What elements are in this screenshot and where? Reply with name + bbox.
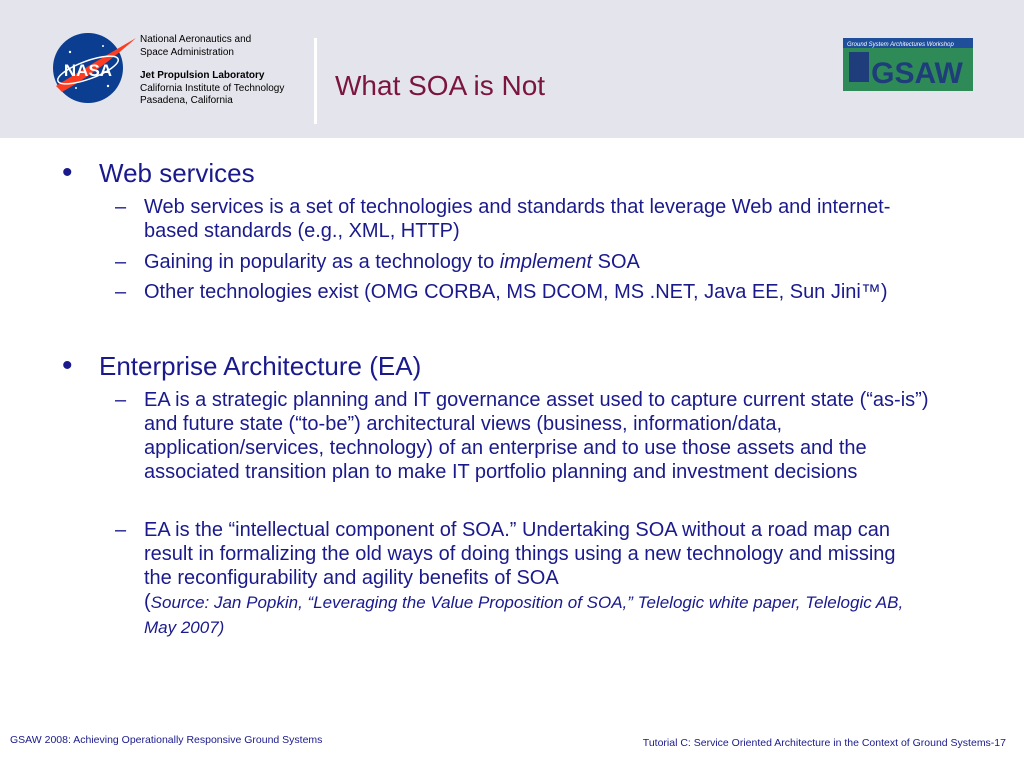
section-heading-web-services: Web services	[99, 158, 255, 188]
footer-right: Tutorial C: Service Oriented Architecture in the Context of Ground Systems-17	[642, 737, 1006, 749]
gsaw-logo-caption: Ground System Architectures Workshop	[847, 42, 954, 48]
section-heading-enterprise-architecture: Enterprise Architecture (EA)	[99, 351, 422, 381]
slide-title: What SOA is Not	[335, 70, 546, 101]
organization-block	[140, 34, 320, 108]
gsaw-logo-text: GSAW	[871, 57, 963, 90]
dash-icon: –	[115, 251, 127, 273]
dash-icon: –	[115, 389, 127, 411]
bullet-icon: •	[62, 156, 73, 189]
header-divider	[314, 38, 317, 124]
org-line-1: National Aeronautics and	[140, 34, 252, 45]
slide-header	[0, 0, 1024, 138]
web-services-item-3: Other technologies exist (OMG CORBA, MS DCOM, MS .NET, Java EE, Sun Jini™)	[144, 281, 888, 303]
web-services-item-1: Web services is a set of technologies and standards that leverage Web and internet-based standards (e.g., XML, HTTP)	[144, 196, 891, 242]
dash-icon: –	[115, 519, 127, 541]
lab-line-3: Pasadena, California	[140, 95, 233, 106]
org-line-2: Space Administration	[140, 46, 234, 58]
lab-line-2: California Institute of Technology	[140, 82, 285, 94]
web-services-item-2-post: SOA	[592, 251, 640, 273]
dash-icon: –	[115, 196, 127, 218]
nasa-logo-icon	[48, 28, 138, 106]
web-services-item-2-pre: Gaining in popularity as a technology to	[144, 251, 500, 273]
gsaw-logo-icon	[843, 38, 973, 91]
nasa-logo-text: NASA	[63, 61, 113, 80]
lab-name: Jet Propulsion Laboratory	[140, 70, 265, 81]
ea-item-2-citation: Source: Jan Popkin, “Leveraging the Value Proposition of SOA,” Telelogic white paper, Telelogic AB, May 2007)	[144, 593, 904, 637]
web-services-item-2-emphasis: implement	[499, 251, 593, 273]
ea-item-2-paren: (	[144, 591, 151, 613]
ea-item-2	[144, 518, 914, 640]
web-services-item-2	[144, 250, 944, 274]
ea-item-2-text: EA is the “intellectual component of SOA.” Undertaking SOA without a road map can result in formalizing the old ways of doing things using a new technology and missing the reconfigurability and agility benefits of SOA	[144, 519, 896, 589]
bullet-icon: •	[62, 349, 73, 382]
footer-left: GSAW 2008: Achieving Operationally Responsive Ground Systems	[10, 734, 323, 746]
dash-icon: –	[115, 281, 127, 303]
ea-item-1: EA is a strategic planning and IT governance asset used to capture current state (“as-is”) and future state (“to-be”) architectural views (business, information/data, application/services, technology) of an enterprise and to use those assets and the associated transition plan to make IT portfolio planning and investment decisions	[144, 389, 929, 483]
